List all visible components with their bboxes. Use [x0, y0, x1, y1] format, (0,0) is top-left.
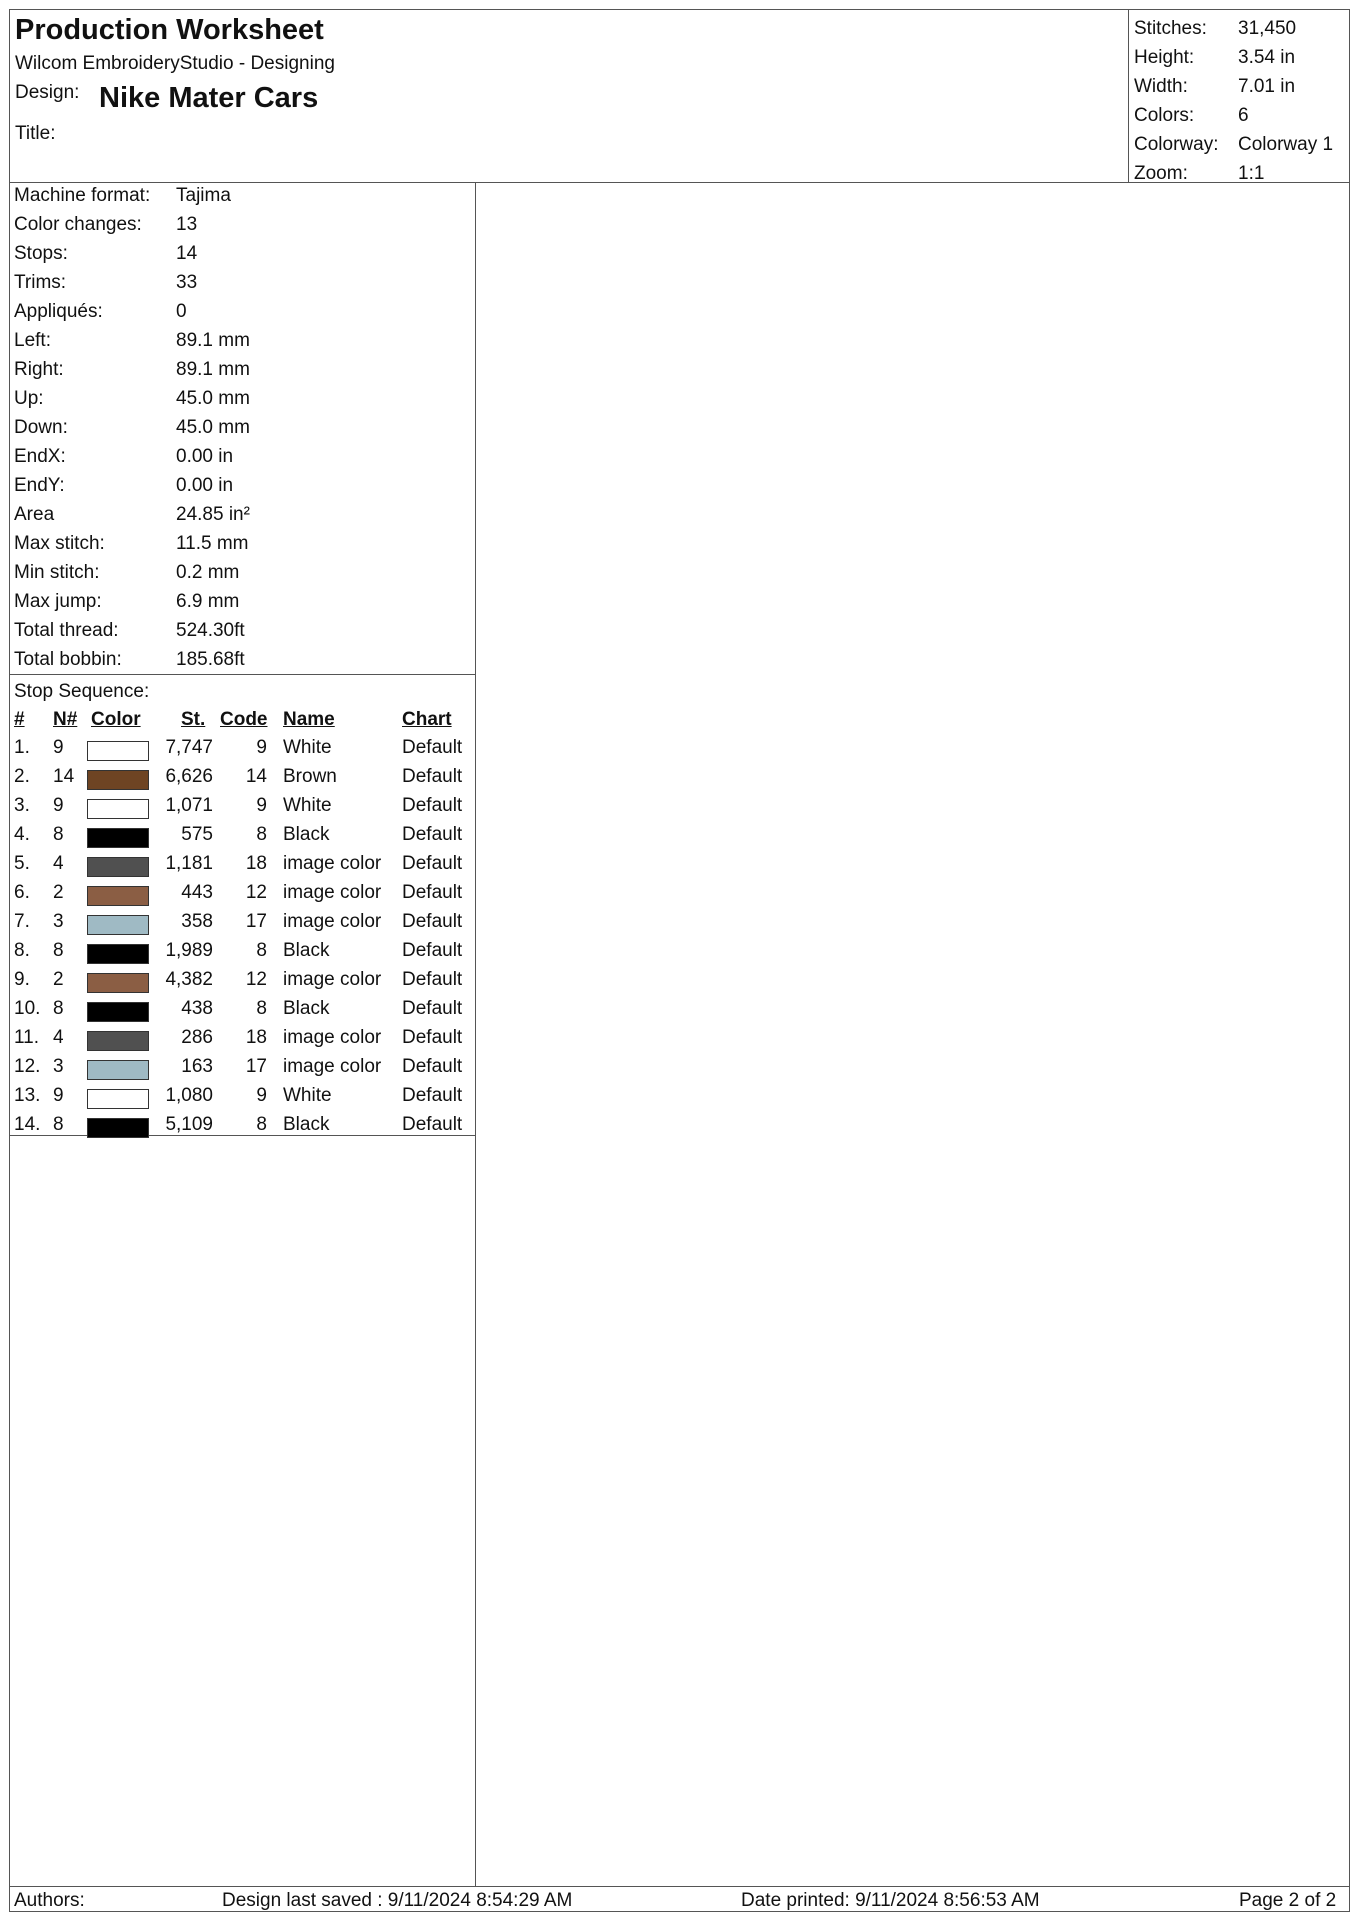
thread-name: Black — [283, 1114, 330, 1135]
row-number: 3. — [14, 795, 30, 816]
info-label: EndY: — [14, 475, 65, 496]
info-value: 89.1 mm — [176, 359, 250, 380]
info-value: 0.2 mm — [176, 562, 240, 583]
info-value: 6.9 mm — [176, 591, 240, 612]
needle-number: 8 — [53, 998, 64, 1019]
thread-name: image color — [283, 853, 382, 874]
info-label: Color changes: — [14, 214, 142, 235]
page-title: Production Worksheet — [15, 14, 324, 46]
info-label: Right: — [14, 359, 64, 380]
info-label: Area — [14, 504, 55, 525]
row-number: 6. — [14, 882, 30, 903]
thread-chart: Default — [402, 1027, 463, 1048]
info-label: Up: — [14, 388, 44, 409]
title-label: Title: — [15, 123, 56, 144]
stitch-count: 5,109 — [165, 1114, 213, 1135]
thread-code: 8 — [256, 940, 267, 961]
thread-chart: Default — [402, 1085, 463, 1106]
table-row — [10, 1056, 476, 1085]
info-value: 33 — [176, 272, 198, 293]
info-value: 45.0 mm — [176, 417, 250, 438]
thread-name: image color — [283, 1056, 382, 1077]
thread-code: 18 — [245, 853, 267, 874]
info-value: 0 — [176, 301, 187, 322]
stitch-count: 1,071 — [165, 795, 213, 816]
color-swatch — [87, 1002, 149, 1022]
stitch-count: 443 — [181, 882, 213, 903]
table-row — [10, 737, 476, 766]
thread-chart: Default — [402, 795, 463, 816]
row-number: 4. — [14, 824, 30, 845]
stitch-count: 358 — [181, 911, 213, 932]
footer-authors: Authors: — [14, 1890, 85, 1911]
needle-number: 4 — [53, 853, 64, 874]
thread-name: image color — [283, 911, 382, 932]
thread-code: 8 — [256, 1114, 267, 1135]
thread-name: image color — [283, 1027, 382, 1048]
thread-chart: Default — [402, 737, 463, 758]
thread-code: 9 — [256, 1085, 267, 1106]
info-value: 45.0 mm — [176, 388, 250, 409]
info-label: Max stitch: — [14, 533, 105, 554]
color-swatch — [87, 1031, 149, 1051]
col-header-stitches: St. — [181, 709, 206, 730]
thread-chart: Default — [402, 940, 463, 961]
info-value: 0.00 in — [176, 446, 234, 467]
thread-code: 12 — [245, 969, 267, 990]
stop-sequence — [10, 675, 476, 1136]
worksheet — [9, 9, 1350, 1912]
thread-chart: Default — [402, 882, 463, 903]
info-label: Max jump: — [14, 591, 102, 612]
row-number: 11. — [14, 1027, 40, 1048]
design-label: Design: — [15, 82, 80, 103]
thread-chart: Default — [402, 824, 463, 845]
col-header-chart: Chart — [402, 709, 452, 730]
thread-code: 8 — [256, 824, 267, 845]
thread-code: 17 — [245, 911, 267, 932]
info-label: Min stitch: — [14, 562, 100, 583]
color-swatch — [87, 915, 149, 935]
info-label: Total thread: — [14, 620, 119, 641]
thread-chart: Default — [402, 969, 463, 990]
app-name: Wilcom EmbroideryStudio - Designing — [15, 53, 335, 74]
color-swatch — [87, 944, 149, 964]
stitch-count: 286 — [181, 1027, 213, 1048]
footer-last-saved: Design last saved : 9/11/2024 8:54:29 AM — [222, 1890, 573, 1911]
needle-number: 2 — [53, 882, 64, 903]
color-swatch — [87, 799, 149, 819]
needle-number: 9 — [53, 737, 64, 758]
left-column — [10, 183, 476, 1886]
needle-number: 8 — [53, 824, 64, 845]
col-header-code: Code — [220, 709, 268, 730]
row-number: 7. — [14, 911, 30, 932]
color-swatch — [87, 770, 149, 790]
color-swatch — [87, 886, 149, 906]
stitch-count: 6,626 — [165, 766, 213, 787]
needle-number: 14 — [53, 766, 75, 787]
color-swatch — [87, 741, 149, 761]
row-number: 5. — [14, 853, 30, 874]
table-row — [10, 882, 476, 911]
needle-number: 8 — [53, 940, 64, 961]
color-swatch — [87, 828, 149, 848]
col-header-name: Name — [283, 709, 335, 730]
thread-code: 9 — [256, 795, 267, 816]
info-value: 185.68ft — [176, 649, 245, 670]
thread-chart: Default — [402, 1114, 463, 1135]
needle-number: 9 — [53, 795, 64, 816]
stitch-count: 1,181 — [165, 853, 213, 874]
thread-name: White — [283, 737, 332, 758]
color-swatch — [87, 1118, 149, 1138]
machine-info — [10, 183, 476, 675]
row-number: 1. — [14, 737, 30, 758]
info-label: Appliqués: — [14, 301, 103, 322]
color-swatch — [87, 1060, 149, 1080]
info-value: 89.1 mm — [176, 330, 250, 351]
stitch-count: 4,382 — [165, 969, 213, 990]
thread-name: White — [283, 1085, 332, 1106]
stitch-count: 163 — [181, 1056, 213, 1077]
thread-code: 12 — [245, 882, 267, 903]
thread-name: image color — [283, 882, 382, 903]
info-label: Machine format: — [14, 185, 151, 206]
stitch-count: 438 — [181, 998, 213, 1019]
thread-code: 14 — [245, 766, 267, 787]
thread-name: Black — [283, 940, 330, 961]
color-swatch — [87, 973, 149, 993]
footer-page-number: Page 2 of 2 — [1239, 1890, 1337, 1911]
needle-number: 3 — [53, 1056, 64, 1077]
row-number: 10. — [14, 998, 41, 1019]
stitch-count: 1,989 — [165, 940, 213, 961]
info-label: Left: — [14, 330, 51, 351]
thread-code: 8 — [256, 998, 267, 1019]
thread-chart: Default — [402, 998, 463, 1019]
info-label: Total bobbin: — [14, 649, 122, 670]
thread-chart: Default — [402, 1056, 463, 1077]
worksheet-footer — [10, 1886, 1349, 1912]
info-label: Stops: — [14, 243, 68, 264]
stitch-count: 1,080 — [165, 1085, 213, 1106]
table-row — [10, 911, 476, 940]
table-row — [10, 1027, 476, 1056]
needle-number: 4 — [53, 1027, 64, 1048]
thread-name: Black — [283, 824, 330, 845]
col-header-color: Color — [91, 709, 141, 730]
thread-chart: Default — [402, 853, 463, 874]
footer-date-printed: Date printed: 9/11/2024 8:56:53 AM — [741, 1890, 1040, 1911]
color-swatch — [87, 1089, 149, 1109]
header-info — [15, 10, 1115, 183]
design-summary: Stitches: 31,450 Height: 3.54 in Width: 7.01 in Colors: 6 Colorway: Colorway 1 Zoom: 1:1 — [1128, 10, 1349, 183]
info-value: Tajima — [176, 185, 231, 206]
info-label: Trims: — [14, 272, 67, 293]
info-value: 13 — [176, 214, 198, 235]
col-header-num: # — [14, 709, 25, 730]
row-number: 14. — [14, 1114, 41, 1135]
color-swatch — [87, 857, 149, 877]
row-number: 9. — [14, 969, 30, 990]
info-value: 24.85 in² — [176, 504, 250, 525]
info-value: 0.00 in — [176, 475, 234, 496]
thread-name: Black — [283, 998, 330, 1019]
thread-name: Brown — [283, 766, 337, 787]
worksheet-header — [10, 10, 1349, 183]
stop-sequence-title: Stop Sequence: — [14, 681, 150, 702]
row-number: 2. — [14, 766, 30, 787]
table-row — [10, 1114, 476, 1143]
needle-number: 8 — [53, 1114, 64, 1135]
table-row — [10, 795, 476, 824]
info-label: EndX: — [14, 446, 66, 467]
table-row — [10, 998, 476, 1027]
thread-code: 18 — [245, 1027, 267, 1048]
info-label: Down: — [14, 417, 68, 438]
design-name: Nike Mater Cars — [99, 82, 319, 114]
table-row — [10, 853, 476, 882]
thread-code: 9 — [256, 737, 267, 758]
row-number: 8. — [14, 940, 30, 961]
needle-number: 3 — [53, 911, 64, 932]
stitch-count: 575 — [181, 824, 213, 845]
row-number: 13. — [14, 1085, 41, 1106]
thread-chart: Default — [402, 911, 463, 932]
row-number: 12. — [14, 1056, 41, 1077]
thread-name: image color — [283, 969, 382, 990]
info-value: 524.30ft — [176, 620, 245, 641]
table-row — [10, 824, 476, 853]
needle-number: 2 — [53, 969, 64, 990]
table-row — [10, 969, 476, 998]
table-row — [10, 1085, 476, 1114]
info-value: 11.5 mm — [176, 533, 249, 554]
table-row — [10, 766, 476, 795]
info-value: 14 — [176, 243, 198, 264]
table-row — [10, 940, 476, 969]
thread-chart: Default — [402, 766, 463, 787]
thread-code: 17 — [245, 1056, 267, 1077]
needle-number: 9 — [53, 1085, 64, 1106]
stitch-count: 7,747 — [165, 737, 213, 758]
thread-name: White — [283, 795, 332, 816]
col-header-needle: N# — [53, 709, 78, 730]
